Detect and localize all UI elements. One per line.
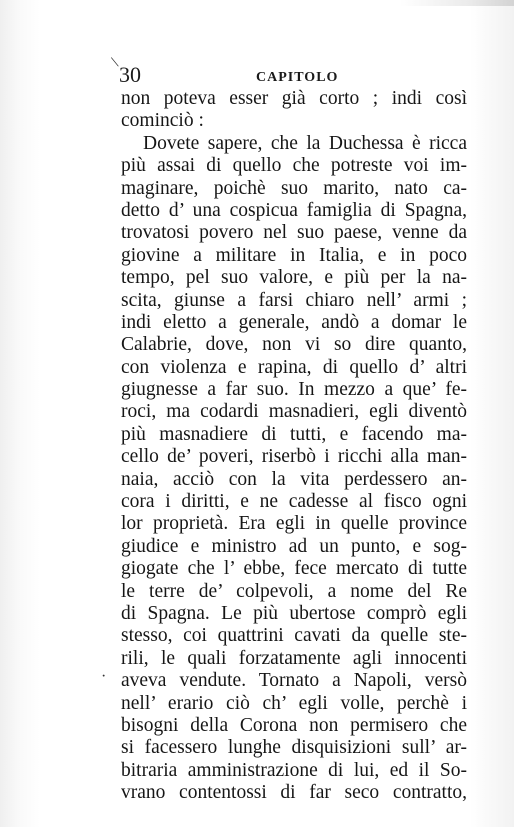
text-line: con violenza e rapina, di quello d’ altri <box>121 356 467 378</box>
page-header <box>119 64 419 88</box>
text-line: stesso, coi quattrini cavati da quelle ste- <box>121 625 467 647</box>
text-line: indi eletto a generale, andò a domar le <box>121 311 467 333</box>
page-number: 30 <box>119 62 141 87</box>
text-line: Calabrie, dove, non vi so dire quanto, <box>121 334 467 356</box>
text-line: Dovete sapere, che la Duchessa è ricca <box>143 132 467 154</box>
text-line: giovine a militare in Italia, e in poco <box>121 244 467 266</box>
text-line: scita, giunse a farsi chiaro nell’ armi ; <box>121 289 467 311</box>
margin-mark: · <box>101 668 107 685</box>
text-line: cora i diritti, e ne cadesse al fisco ogni <box>121 491 467 513</box>
text-line: giogate che l’ ebbe, fece mercato di tutte <box>121 558 467 580</box>
body-text <box>121 88 467 805</box>
text-line: roci, ma codardi masnadieri, egli diventò <box>121 401 467 423</box>
text-line: le terre de’ colpevoli, a nome del Re <box>121 580 467 602</box>
text-line: tempo, pel suo valore, e più per la na- <box>121 267 467 289</box>
text-line: di Spagna. Le più ubertose comprò egli <box>121 602 467 624</box>
text-line: giugnesse a far suo. In mezzo a que’ fe- <box>121 379 467 401</box>
text-line: vrano contentossi di far seco contratto, <box>121 782 467 804</box>
text-line: bisogni della Corona non permisero che <box>121 714 467 736</box>
text-line: si facessero lunghe disquisizioni sull’ ar- <box>121 737 467 759</box>
text-line: detto d’ una cospicua famiglia di Spagna, <box>121 199 467 221</box>
text-line: naia, acciò con la vita perdessero an- <box>121 468 467 490</box>
scan-edge-shadow <box>400 0 514 6</box>
ink-mark: \ <box>110 53 121 72</box>
text-line: più masnadiere di tutti, e facendo ma- <box>121 423 467 445</box>
text-line: aveva vendute. Tornato a Napoli, versò <box>121 670 467 692</box>
text-line: nell’ erario ciò ch’ egli volle, perchè i <box>121 692 467 714</box>
text-line: non poteva esser già corto ; indi così <box>121 88 467 109</box>
text-line: giudice e ministro ad un punto, e sog- <box>121 535 467 557</box>
text-line: cello de’ poveri, riserbò i ricchi alla man- <box>121 446 467 468</box>
text-line: maginare, poichè suo marito, nato ca- <box>121 177 467 199</box>
text-line: rili, le quali forzatamente agli innocenti <box>121 647 467 669</box>
text-line: trovatosi povero nel suo paese, venne da <box>121 222 467 244</box>
running-head: CAPITOLO <box>256 70 339 85</box>
text-line: lor proprietà. Era egli in quelle province <box>121 513 467 535</box>
text-line: cominciò : <box>121 110 204 132</box>
text-line: più assai di quello che potreste voi im- <box>121 155 467 177</box>
text-line: bitraria amministrazione di lui, ed il So- <box>121 759 467 781</box>
